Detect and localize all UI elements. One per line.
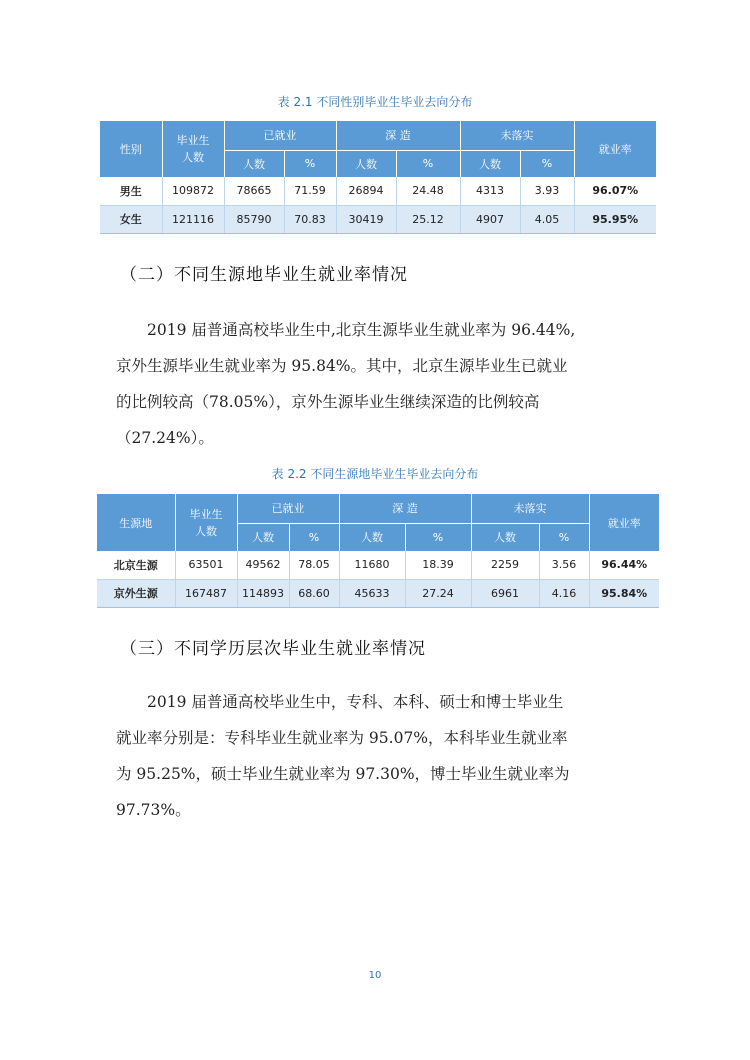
cell-employed-count: 49562 [237, 551, 289, 579]
section3-paragraph [116, 684, 656, 828]
cell-unplaced-count: 4907 [460, 205, 520, 233]
table-row [100, 205, 656, 233]
paragraph-line: 97.73%。 [116, 801, 191, 819]
section2-paragraph [116, 312, 656, 456]
cell-unplaced-pct: 3.56 [539, 551, 589, 579]
table-row [97, 579, 659, 607]
paragraph-line: 的比例较高（78.05%），京外生源毕业生继续深造的比例较高 [116, 393, 540, 411]
cell-grads: 167487 [175, 579, 237, 607]
subheader-pct: % [396, 150, 460, 177]
paragraph-line: 2019 届普通高校毕业生中，专科、本科、硕士和博士毕业生 [116, 693, 564, 711]
cell-employed-pct: 78.05 [289, 551, 339, 579]
table2-caption: 表 2.2 不同生源地毕业生毕业去向分布 [271, 467, 479, 481]
cell-employed-count: 85790 [224, 205, 284, 233]
cell-further-pct: 18.39 [405, 551, 471, 579]
cell-grads: 121116 [162, 205, 224, 233]
table-row [97, 551, 659, 579]
header-employed: 已就业 [237, 494, 339, 523]
table1-caption: 表 2.1 不同性别毕业生毕业去向分布 [277, 95, 473, 109]
header-grads-line1: 毕业生 [189, 507, 223, 521]
paragraph-line: （27.24%）。 [116, 429, 214, 447]
header-grads-line2: 人数 [195, 524, 217, 538]
paragraph-line: 就业率分别是：专科毕业生就业率为 95.07%，本科毕业生就业率 [116, 729, 568, 747]
row-label: 京外生源 [97, 579, 175, 607]
cell-grads: 63501 [175, 551, 237, 579]
header-employment-rate: 就业率 [589, 494, 659, 551]
page-number: 10 [368, 970, 382, 981]
subheader-count: 人数 [237, 523, 289, 551]
subheader-count: 人数 [336, 150, 396, 177]
row-label: 北京生源 [97, 551, 175, 579]
subheader-pct: % [289, 523, 339, 551]
cell-further-pct: 25.12 [396, 205, 460, 233]
header-grads-line2: 人数 [182, 151, 204, 164]
header-grads [162, 121, 224, 177]
cell-further-count: 11680 [339, 551, 405, 579]
cell-further-pct: 27.24 [405, 579, 471, 607]
header-unplaced: 未落实 [460, 121, 574, 150]
cell-employment-rate: 95.84% [589, 579, 659, 607]
section2-heading: （二）不同生源地毕业生就业率情况 [120, 265, 408, 285]
cell-further-count: 45633 [339, 579, 405, 607]
subheader-count: 人数 [460, 150, 520, 177]
subheader-pct: % [520, 150, 574, 177]
header-grads-line1: 毕业生 [176, 134, 210, 147]
row-label: 女生 [100, 205, 162, 233]
subheader-pct: % [405, 523, 471, 551]
header-further-study: 深 造 [339, 494, 471, 523]
cell-employed-pct: 70.83 [284, 205, 336, 233]
cell-employment-rate: 96.44% [589, 551, 659, 579]
subheader-count: 人数 [224, 150, 284, 177]
cell-unplaced-pct: 3.93 [520, 177, 574, 205]
subheader-pct: % [284, 150, 336, 177]
subheader-count: 人数 [471, 523, 539, 551]
table2-origin-destination [97, 494, 659, 608]
subheader-count: 人数 [339, 523, 405, 551]
cell-further-count: 30419 [336, 205, 396, 233]
cell-further-count: 26894 [336, 177, 396, 205]
cell-employed-count: 78665 [224, 177, 284, 205]
paragraph-line: 京外生源毕业生就业率为 95.84%。其中，北京生源毕业生已就业 [116, 357, 568, 375]
cell-employment-rate: 96.07% [574, 177, 656, 205]
cell-unplaced-count: 6961 [471, 579, 539, 607]
header-employment-rate: 就业率 [574, 121, 656, 177]
paragraph-line: 为 95.25%，硕士毕业生就业率为 97.30%，博士毕业生就业率为 [116, 765, 570, 783]
cell-employment-rate: 95.95% [574, 205, 656, 233]
cell-unplaced-count: 4313 [460, 177, 520, 205]
section3-heading: （三）不同学历层次毕业生就业率情况 [120, 639, 426, 659]
row-label: 男生 [100, 177, 162, 205]
header-grads [175, 494, 237, 551]
header-unplaced: 未落实 [471, 494, 589, 523]
cell-further-pct: 24.48 [396, 177, 460, 205]
table-row [100, 177, 656, 205]
cell-grads: 109872 [162, 177, 224, 205]
header-further-study: 深 造 [336, 121, 460, 150]
table1-gender-destination [100, 121, 656, 234]
header-group: 生源地 [97, 494, 175, 551]
subheader-pct: % [539, 523, 589, 551]
paragraph-line: 2019 届普通高校毕业生中,北京生源毕业生就业率为 96.44%, [116, 321, 576, 339]
cell-unplaced-pct: 4.05 [520, 205, 574, 233]
cell-employed-pct: 71.59 [284, 177, 336, 205]
cell-employed-pct: 68.60 [289, 579, 339, 607]
cell-unplaced-pct: 4.16 [539, 579, 589, 607]
cell-unplaced-count: 2259 [471, 551, 539, 579]
header-group: 性别 [100, 121, 162, 177]
cell-employed-count: 114893 [237, 579, 289, 607]
header-employed: 已就业 [224, 121, 336, 150]
